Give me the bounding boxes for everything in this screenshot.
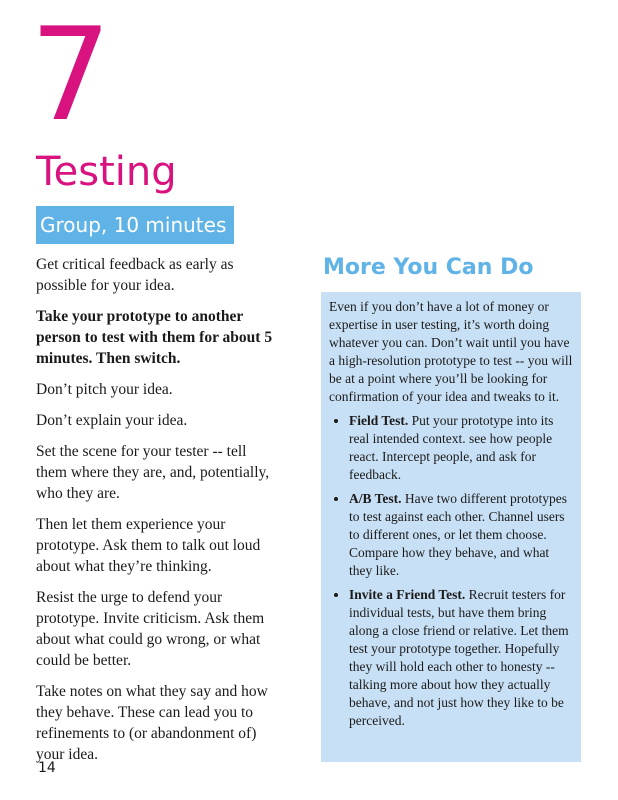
list-item-text: Have two different prototypes to test against each other. Channel users to different ones, or let them choose. Compare how they behave, and what they like.: [349, 491, 567, 578]
more-list: [329, 412, 575, 730]
chapter-title: Testing: [36, 149, 177, 195]
list-item-term: Invite a Friend Test.: [349, 587, 466, 602]
page-number: 14: [38, 760, 56, 776]
instructions-column: [36, 254, 280, 775]
paragraph: Don’t explain your idea.: [36, 412, 188, 429]
paragraph: Then let them experience your prototype. Ask them to talk out loud about what they’re thinking.: [36, 516, 261, 575]
list-item: [349, 412, 575, 484]
paragraph: Set the scene for your tester -- tell them where they are, and, potentially, who they are.: [36, 443, 270, 502]
list-item-text: Put your prototype into its real intended context. see how people react. Intercept people, and ask for feedback.: [349, 413, 554, 482]
paragraph: Get critical feedback as early as possible for your idea.: [36, 256, 234, 294]
paragraph: Don’t pitch your idea.: [36, 381, 173, 398]
duration-badge: Group, 10 minutes: [36, 206, 234, 244]
more-heading: More You Can Do: [323, 255, 534, 280]
list-item-term: A/B Test.: [349, 491, 402, 506]
paragraph: Take notes on what they say and how they behave. These can lead you to refinements to (or abandonment of) your idea.: [36, 683, 268, 763]
more-box: [321, 292, 581, 762]
paragraph-bold: Take your prototype to another person to test with them for about 5 minutes. Then switch.: [36, 308, 273, 367]
list-item-term: Field Test.: [349, 413, 409, 428]
paragraph: Resist the urge to defend your prototype. Invite criticism. Ask them about what could go wrong, or what could be better.: [36, 589, 265, 669]
chapter-number: 7: [30, 1, 112, 150]
more-intro: Even if you don’t have a lot of money or expertise in user testing, it’s worth doing whatever you can. Don’t wait until you have a high-resolution prototype to test -- you will be at a point where you’ll be looking for confirmation of your idea and tweaks to it.: [329, 299, 573, 404]
list-item: [349, 490, 575, 580]
list-item-text: Recruit testers for individual tests, but have them bring along a close friend or relative. Let them test your prototype together. Hopefully they will hold each other to honesty -- talking more about how they actually behave, and not just how they like to be perceived.: [349, 587, 569, 728]
list-item: [349, 586, 575, 730]
